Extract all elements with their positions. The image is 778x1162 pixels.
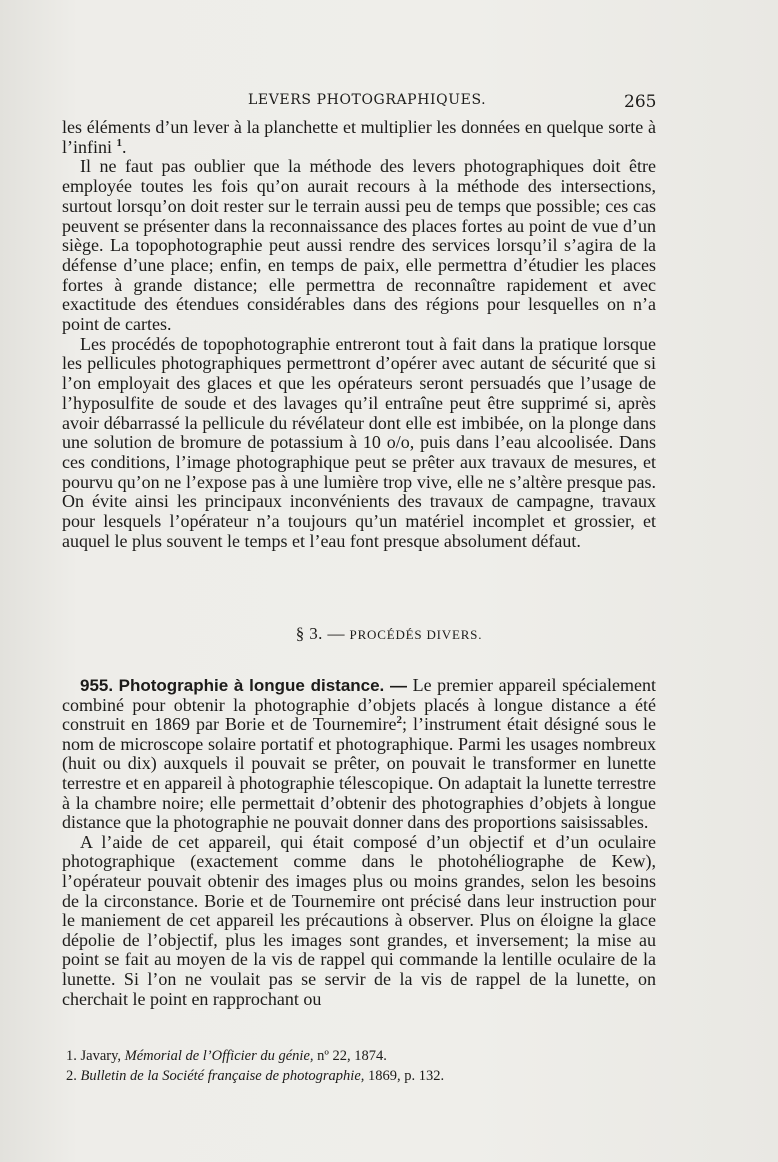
section-title: PROCÉDÉS DIVERS. <box>349 627 483 642</box>
footnote-ref[interactable]: 2 <box>396 714 402 727</box>
body-text-article <box>62 676 656 1009</box>
footnotes <box>66 1046 666 1086</box>
footnote-author: Javary, <box>80 1048 122 1064</box>
article-text-continued: ; l’instrument était désigné sous le nom de microscope solaire portatif et photographique. Parmi les usages nombreux (huit ou dix) auxquels il pouvait se prêter, on pouvait le transformer en lunette terrestre et en appareil à photographie télescopique. On adaptait la lunette terrestre à la chambre noire; elle permettait d’obtenir des photographies d’objets à longue distance que la photographie ne pouvait donner dans des proportions saisissables. <box>62 714 656 833</box>
article-paragraph <box>62 676 656 833</box>
section-number: § 3. — <box>295 624 345 643</box>
footnote-number: 1. <box>66 1048 77 1064</box>
page-number: 265 <box>624 92 657 112</box>
footnote <box>66 1066 666 1086</box>
section-heading <box>0 624 778 644</box>
footnote-ref[interactable]: 1 <box>116 136 122 149</box>
footnote-title: Bulletin de la Société française de photographie, <box>80 1068 365 1084</box>
running-header <box>0 92 778 116</box>
paragraph: Il ne faut pas oublier que la méthode des levers photographiques doit être employée toutes les fois qu’on aurait recours à la méthode des intersections, surtout lorsqu’on doit rester sur le terrain aussi peu de temps que possible; ces cas peuvent se présenter dans la reconnaissance des places fortes au point de vue d’un siège. La topophotographie peut aussi rendre des services lorsqu’il s’agira de la défense d’une place; enfin, en temps de paix, elle permettra d’étudier les places fortes à grande distance; elle permettra de reconnaître rapidement et avec exactitude des étendues considérables dans des régions pour lesquelles on n’a point de cartes. <box>62 156 656 335</box>
footnote-rest: nº 22, 1874. <box>317 1048 387 1064</box>
footnote-number: 2. <box>66 1068 77 1084</box>
footnote <box>66 1046 666 1066</box>
article-number: 955. <box>80 676 114 695</box>
paragraph: Les procédés de topophotographie entreront tout à fait dans la pratique lorsque les pellicules photographiques permettront d’opérer avec autant de sécurité que si l’on employait des glaces et que les opérateurs seront persuadés que l’usage de l’hyposulfite de soude et des lavages qu’il entraîne peut être supprimé si, après avoir débarrassé la pellicule du révélateur dont elle est imbibée, on la plonge dans une solution de bromure de potassium à 10 o/o, puis dans l’eau alcoolisée. Dans ces conditions, l’image photographique peut se prêter aux travaux de mesures, et pourvu qu’on ne l’expose pas à une lumière trop vive, elle ne s’altère presque pas. On évite ainsi les principaux inconvénients des travaux de campagne, travaux pour lesquels l’opérateur n’a toujours qu’un matériel incomplet et grossier, et auquel le plus souvent le temps et l’eau font presque absolument défaut. <box>62 333 656 551</box>
footnote-rest: 1869, p. 132. <box>368 1068 445 1084</box>
article-text: Le premier appareil spécialement combiné pour obtenir la photographie d’objets placés à longue distance a été construit en 1869 par Borie et de Tournemire <box>62 675 657 735</box>
article-title: Photographie à longue distance. — <box>118 676 408 695</box>
paragraph: A l’aide de cet appareil, qui était composé d’un objectif et d’un oculaire photographique (exactement comme dans le photohéliographe de Kew), l’opérateur pouvait obtenir des images plus ou moins grandes, selon les besoins de la circonstance. Borie et de Tournemire ont précisé dans leur instruction pour le maniement de cet appareil les précautions à observer. Plus on éloigne la glace dépolie de l’objectif, plus les images sont grandes, et inversement; la mise au point se fait au moyen de la vis de rappel qui commande la lentille oculaire de la lunette. Si l’on ne voulait pas se servir de la vis de rappel de la lunette, on cherchait le point en rapprochant ou <box>62 831 656 1009</box>
body-text-top <box>62 118 656 551</box>
paragraph-text: les éléments d’un lever à la planchette et multiplier les données en quelque sorte à l’infini <box>62 117 656 157</box>
footnote-title: Mémorial de l’Officier du génie, <box>124 1048 314 1064</box>
paragraph-continued: les éléments d’un lever à la planchette et multiplier les données en quelque sorte à l’infini $^1$. <box>62 117 656 157</box>
running-title: LEVERS PHOTOGRAPHIQUES. <box>248 92 487 108</box>
